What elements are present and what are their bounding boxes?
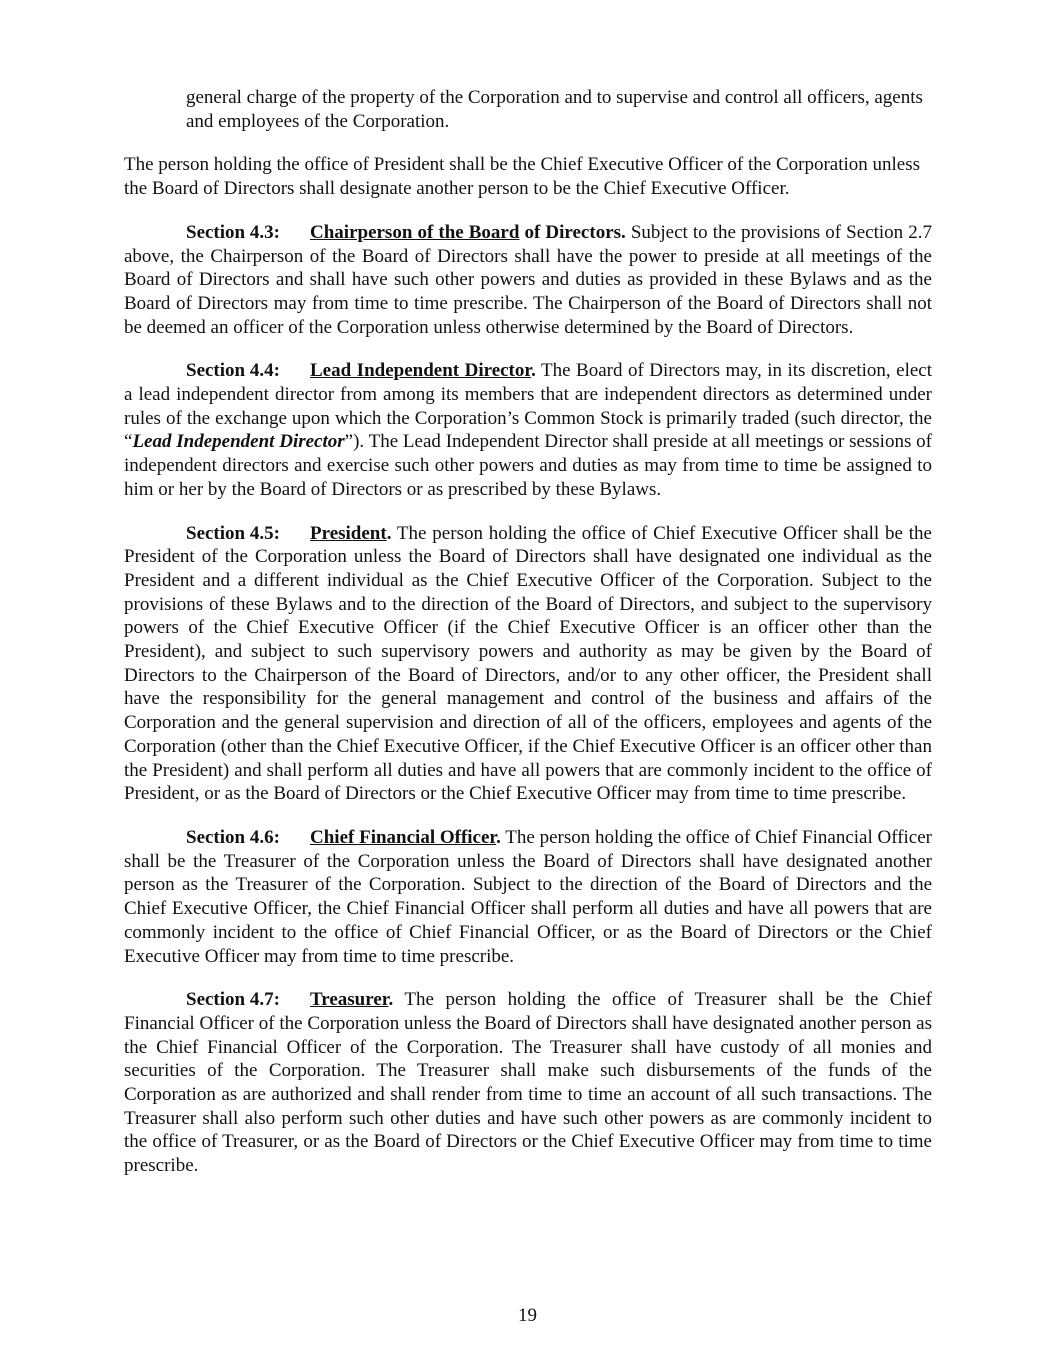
section-body: The Board of Directors may, in its discretion, elect a lead independent director from among its members that are independent directors as determined under rules of the exchange upon which the Corporation’s Common Stock is primarily traded (such director, the “ <box>124 360 932 453</box>
document-page <box>124 86 932 1198</box>
section-title: President <box>310 522 387 544</box>
section-number: Section 4.6: <box>186 826 280 848</box>
section-4-4 <box>124 359 932 501</box>
section-number: Section 4.7: <box>186 989 280 1011</box>
section-title: Chief Financial Officer <box>310 826 497 848</box>
section-title: Lead Independent Director <box>310 360 532 382</box>
section-body: Subject to the provisions of Section 2.7 above, the Chairperson of the Board of Directors shall have the power to preside at all meetings of the Board of Directors and shall have such other powers and duties as provided in these Bylaws and as the Board of Directors may from time to time prescribe. The Chairperson of the Board of Directors shall not be deemed an officer of the Corporation unless otherwise determined by the Board of Directors. <box>124 221 932 338</box>
defined-term: Lead Independent Director <box>132 431 345 453</box>
section-title-rest: of Directors. <box>519 221 626 243</box>
continuation-paragraph: general charge of the property of the Corporation and to supervise and control all officers, agents and employees of the Corporation. <box>186 87 923 132</box>
section-4-3 <box>124 221 932 340</box>
section-title-rest: . <box>531 360 536 382</box>
section-number: Section 4.5: <box>186 522 280 544</box>
section-body-cont: ”). The Lead Independent Director shall preside at all meetings or sessions of independent directors and exercise such other powers and duties as may from time to time be assigned to him or her by the Board of Directors or as prescribed by these Bylaws. <box>124 431 932 500</box>
ceo-paragraph: The person holding the office of President shall be the Chief Executive Officer of the Corporation unless the Board of Directors shall designate another person to be the Chief Executive Officer. <box>124 154 921 200</box>
page-number: 19 <box>518 1305 537 1326</box>
section-4-6 <box>124 826 932 968</box>
section-body: The person holding the office of Treasurer shall be the Chief Financial Officer of the Corporation unless the Board of Directors shall have designated another person as the Chief Financial Officer of the Corporation. The Treasurer shall have custody of all monies and securities of the Corporation. The Treasurer shall make such disbursements of the funds of the Corporation as are authorized and shall render from time to time an account of all such transactions. The Treasurer shall also perform such other duties and have such other powers as are commonly incident to the office of Treasurer, or as the Board of Directors or the Chief Executive Officer may from time to time prescribe. <box>124 989 932 1177</box>
section-body: The person holding the office of Chief Executive Officer shall be the President of the Corporation unless the Board of Directors shall have designated one individual as the President and a different individual as the Chief Executive Officer of the Corporation. Subject to the provisions of these Bylaws and to the direction of the Board of Directors, and subject to the supervisory powers of the Chief Executive Officer (if the Chief Executive Officer is an officer other than the President), and subject to such supervisory powers and authority as may be given by the Board of Directors to the Chairperson of the Board of Directors, and/or to any other officer, the President shall have the responsibility for the general management and control of the business and affairs of the Corporation and the general supervision and direction of all of the officers, employees and agents of the Corporation (other than the Chief Executive Officer, if the Chief Executive Officer is an officer other than the President) and shall perform all duties and have all powers that are commonly incident to the office of President, or as the Board of Directors or the Chief Executive Officer may from time to time prescribe. <box>124 522 932 805</box>
section-title: Chairperson of the Board <box>310 221 520 243</box>
section-title-rest: . <box>388 989 394 1011</box>
section-4-7 <box>124 988 932 1178</box>
section-number: Section 4.3: <box>186 221 280 243</box>
section-title-rest: . <box>386 522 392 544</box>
section-title-rest: . <box>496 826 501 848</box>
section-title: Treasurer <box>310 989 389 1011</box>
section-body: The person holding the office of Chief Financial Officer shall be the Treasurer of the Corporation unless the Board of Directors shall have designated another person as the Treasurer of the Corporation. Subject to the direction of the Board of Directors and the Chief Executive Officer, the Chief Financial Officer shall perform all duties and have all powers that are commonly incident to the office of Chief Financial Officer, or as the Board of Directors or the Chief Executive Officer may from time to time prescribe. <box>124 826 932 967</box>
section-number: Section 4.4: <box>186 360 280 382</box>
section-4-5 <box>124 522 932 806</box>
